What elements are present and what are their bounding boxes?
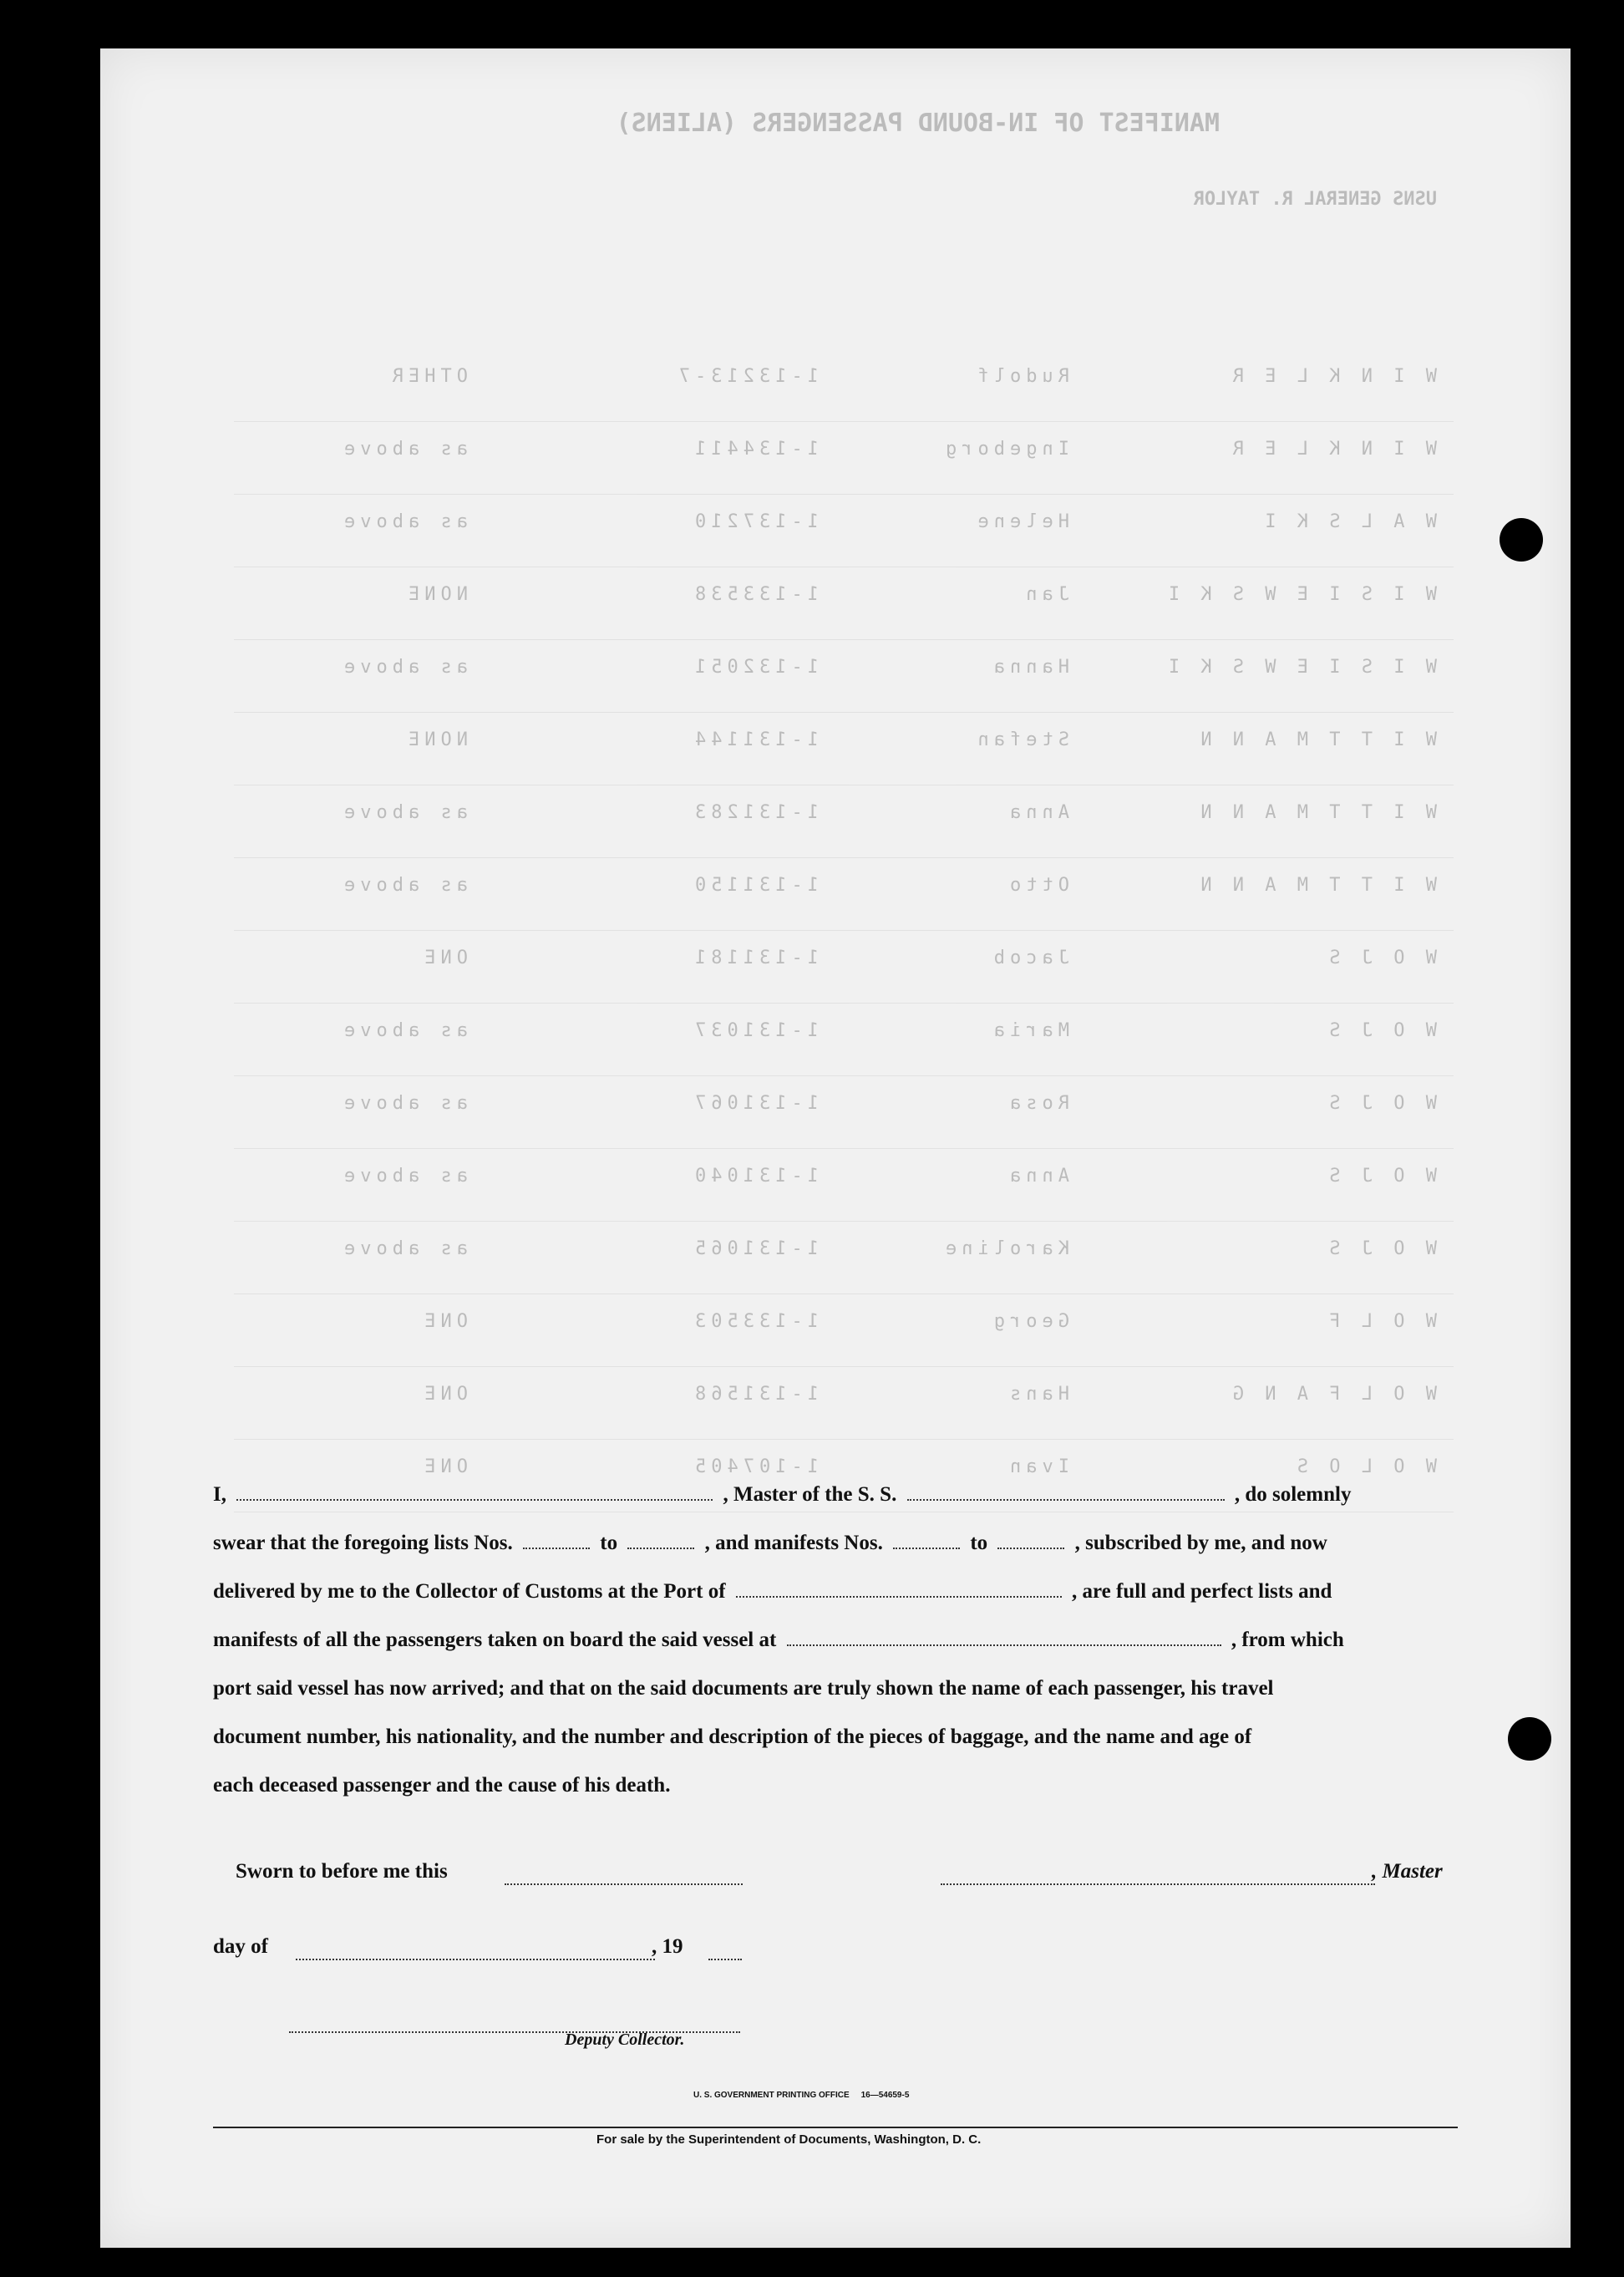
bleed-row [234,1294,1454,1367]
declaration-text: each deceased passenger and the cause of his death. [213,1774,671,1797]
bleed-column-5: OTHER [387,366,468,387]
bleed-column-5: NONE [403,729,468,750]
port-of-arrival-field[interactable] [736,1581,1062,1598]
bleed-column-5: ONE [419,1456,468,1477]
bleed-doc-number: 1-131065 [690,1238,819,1259]
day-of-field[interactable] [296,1944,655,1960]
bleed-row [234,495,1454,567]
bleed-doc-number: 1-131040 [690,1166,819,1187]
bleed-row [234,1222,1454,1294]
bleed-given-name: Rosa [1005,1093,1069,1114]
bleed-row [234,858,1454,931]
port-of-departure-field[interactable] [787,1629,1221,1646]
bleed-given-name: Maria [988,1020,1069,1041]
bleed-vessel-name: USNS GENERAL R. TAYLOR [1193,189,1437,210]
bleed-surname: W O L F [1324,1311,1437,1332]
bleed-given-name: Jacob [988,948,1069,968]
bleed-header-title: MANIFEST OF IN-BOUND PASSENGERS (ALIENS) [616,109,1220,138]
bleed-row [234,1367,1454,1440]
declaration-line-5 [213,1677,1458,1710]
bleed-row [234,1076,1454,1149]
bleed-column-5: ONE [419,1311,468,1332]
bleed-surname: W I S I E W S K I [1163,584,1437,605]
bleed-doc-number: 1-134411 [690,439,819,460]
bleed-doc-number: 1-131037 [690,1020,819,1041]
bleed-surname: W O J S [1324,1020,1437,1041]
bleed-surname: W O J S [1324,1093,1437,1114]
bleed-column-5: ONE [419,948,468,968]
footer-rule [213,2127,1458,2128]
bleed-given-name: Karoline [941,1238,1069,1259]
bleed-given-name: Stefan [972,729,1069,750]
bleed-column-5: as above [339,657,468,678]
bleed-row [234,1149,1454,1222]
bleed-doc-number: 1-131568 [690,1384,819,1405]
bleed-row [234,785,1454,858]
master-name-field[interactable] [236,1484,713,1501]
bleed-given-name: Otto [1005,875,1069,896]
gpo-imprint: U. S. GOVERNMENT PRINTING OFFICE 16—54659-5 [693,2091,910,2100]
manifest-to-field[interactable] [997,1532,1064,1549]
bleed-through-layer [100,48,1571,1636]
bleed-row [234,422,1454,495]
bleed-column-5: as above [339,1093,468,1114]
declaration-text: document number, his nationality, and the number and description of the pieces of baggage, and the name and age of [213,1726,1252,1748]
bleed-column-5: as above [339,1020,468,1041]
bleed-surname: W A L S K I [1260,511,1437,532]
declaration-text: to [970,1532,988,1554]
master-signature-field[interactable] [941,1868,1375,1885]
bleed-surname: W I T T M A N N [1195,875,1437,896]
bleed-column-5: as above [339,875,468,896]
bleed-surname: W O J S [1324,1238,1437,1259]
bleed-surname: W I S I E W S K I [1163,657,1437,678]
bleed-given-name: Anna [1005,802,1069,823]
deputy-collector-label: Deputy Collector. [565,2030,685,2049]
declaration-text: , do solemnly [1234,1483,1352,1506]
vessel-name-field[interactable] [907,1484,1225,1501]
declaration-line-6 [213,1726,1458,1759]
punch-hole-bottom [1508,1717,1551,1761]
list-to-field[interactable] [627,1532,694,1549]
bleed-surname: W I N K L E R [1227,366,1437,387]
bleed-given-name: Hans [1005,1384,1069,1405]
declaration-text: , Master of the S. S. [723,1483,897,1506]
declaration-text: swear that the foregoing lists Nos. [213,1532,513,1554]
bleed-column-5: as above [339,439,468,460]
day-of-label: day of [213,1935,268,1958]
bleed-doc-number: 1-131181 [690,948,819,968]
bleed-doc-number: 1-131067 [690,1093,819,1114]
bleed-row [234,567,1454,640]
bleed-doc-number: 1-131150 [690,875,819,896]
bleed-row [234,349,1454,422]
bleed-given-name: Anna [1005,1166,1069,1187]
sworn-label: Sworn to before me this [236,1860,448,1883]
declaration-text: , from which [1231,1629,1344,1651]
bleed-given-name: Ivan [1005,1456,1069,1477]
bleed-column-5: as above [339,1238,468,1259]
manifest-page [100,48,1571,2248]
bleed-column-5: ONE [419,1384,468,1405]
bleed-row [234,640,1454,713]
declaration-text: delivered by me to the Collector of Customs at the Port of [213,1580,726,1603]
bleed-surname: W O L O S [1292,1456,1437,1477]
bleed-given-name: Rudolf [972,366,1069,387]
sworn-date-field[interactable] [505,1868,743,1885]
declaration-text: , and manifests Nos. [704,1532,883,1554]
sale-notice: For sale by the Superintendent of Documents, Washington, D. C. [596,2132,982,2147]
bleed-doc-number: 1-13213-7 [673,366,819,387]
bleed-row [234,1004,1454,1076]
bleed-column-5: as above [339,511,468,532]
declaration-text: , are full and perfect lists and [1072,1580,1332,1603]
declaration-line-1 [213,1483,1458,1517]
list-from-field[interactable] [523,1532,590,1549]
bleed-column-5: as above [339,1166,468,1187]
bleed-surname: W O J S [1324,1166,1437,1187]
bleed-doc-number: 1-132051 [690,657,819,678]
bleed-doc-number: 1-133503 [690,1311,819,1332]
declaration-text: to [600,1532,618,1554]
bleed-surname: W I T T M A N N [1195,729,1437,750]
bleed-surname: W I T T M A N N [1195,802,1437,823]
bleed-doc-number: 1-131144 [690,729,819,750]
bleed-doc-number: 1-137210 [690,511,819,532]
year-field[interactable] [708,1944,742,1960]
bleed-doc-number: 1-107405 [690,1456,819,1477]
bleed-given-name: Helene [972,511,1069,532]
bleed-column-5: NONE [403,584,468,605]
declaration-line-7 [213,1774,1458,1807]
bleed-surname: W O J S [1324,948,1437,968]
declaration-line-3 [213,1580,1458,1614]
declaration-line-4 [213,1629,1458,1662]
bleed-row [234,713,1454,785]
bleed-given-name: Hanna [988,657,1069,678]
bleed-doc-number: 1-131283 [690,802,819,823]
bleed-surname: W O L F A N G [1227,1384,1437,1405]
bleed-doc-number: 1-133538 [690,584,819,605]
declaration-text: , subscribed by me, and now [1074,1532,1327,1554]
bleed-given-name: Jan [1021,584,1069,605]
punch-hole-top [1500,518,1543,562]
declaration-text: I, [213,1483,226,1506]
bleed-surname: W I N K L E R [1227,439,1437,460]
bleed-row [234,931,1454,1004]
bleed-given-name: Ingeborg [941,439,1069,460]
declaration-line-2 [213,1532,1458,1565]
master-label: , Master [1372,1860,1443,1883]
manifest-from-field[interactable] [893,1532,960,1549]
bleed-given-name: Georg [988,1311,1069,1332]
bleed-column-5: as above [339,802,468,823]
year-prefix-label: , 19 [652,1935,683,1958]
declaration-text: manifests of all the passengers taken on board the said vessel at [213,1629,777,1651]
declaration-text: port said vessel has now arrived; and that on the said documents are truly shown the name of each passenger, his travel [213,1677,1274,1700]
